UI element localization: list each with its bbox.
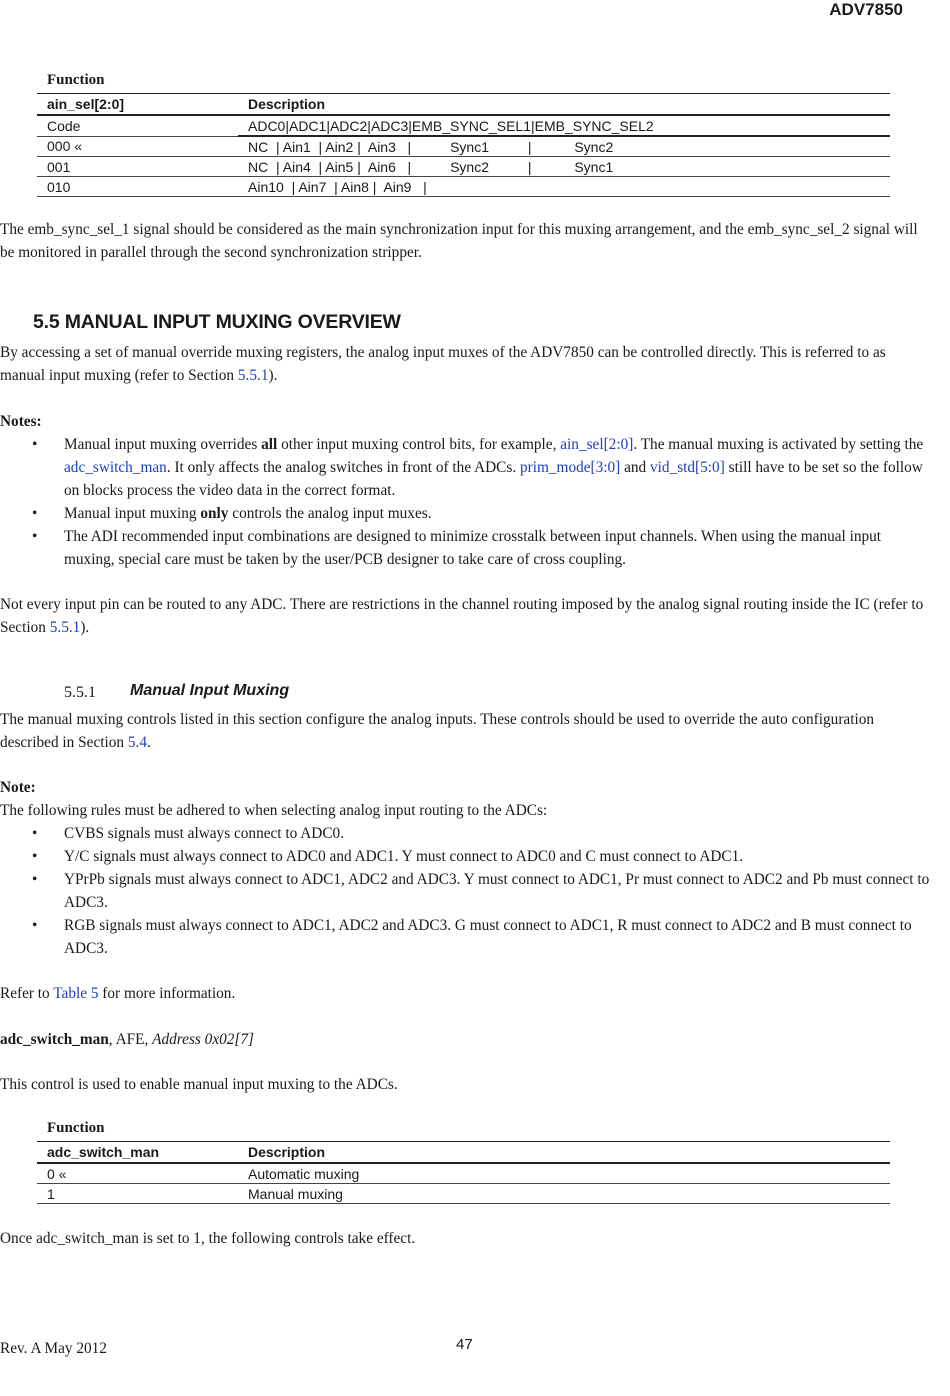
bullet-bold: all <box>261 436 278 453</box>
subsection-number: 5.5.1 <box>64 684 96 701</box>
register-definition <box>0 1028 930 1051</box>
table1-function-label: Function <box>47 72 105 88</box>
paragraph-text: Refer to <box>0 985 54 1002</box>
footer-page-number: 47 <box>456 1336 473 1353</box>
paragraph-text: The manual muxing controls listed in this section configure the analog inputs. These controls should be used to override the auto configuration described in Section <box>0 711 874 751</box>
list-item: • YPrPb signals must always connect to ADC1, ADC2 and ADC3. Y must connect to ADC1, Pr must connect to ADC2 and Pb must connect to ADC3. <box>0 868 930 914</box>
list-item: • CVBS signals must always connect to ADC0. <box>0 822 930 845</box>
adc-switch-man-table <box>37 1141 890 1204</box>
table-cell: 1 <box>37 1184 238 1204</box>
table2-function-label: Function <box>47 1120 105 1136</box>
subsection-title: Manual Input Muxing <box>130 682 290 699</box>
refer-table-paragraph <box>0 982 930 1005</box>
table-header-row <box>37 94 890 116</box>
table-row <box>37 177 890 197</box>
bullet-bold: only <box>200 505 229 522</box>
bullet-text: . It only affects the analog switches in front of the ADCs. <box>166 459 520 476</box>
register-name: adc_switch_man <box>0 1031 109 1048</box>
list-item: • Y/C signals must always connect to ADC0 and ADC1. Y must connect to ADC0 and C must connect to ADC1. <box>0 845 930 868</box>
table-cell: ADC0|ADC1|ADC2|ADC3|EMB_SYNC_SEL1|EMB_SYNC_SEL2 <box>238 115 890 136</box>
document-header-title: ADV7850 <box>829 0 903 19</box>
register-block: , AFE, <box>108 1031 153 1048</box>
table-cell: 010 <box>37 177 238 197</box>
bullet-text: other input muxing control bits, for example, <box>277 436 561 453</box>
closing-paragraph: Once adc_switch_man is set to 1, the following controls take effect. <box>0 1230 416 1247</box>
register-description: This control is used to enable manual input muxing to the ADCs. <box>0 1076 398 1093</box>
routing-restriction-paragraph <box>0 593 930 639</box>
ain-sel-table <box>37 93 890 197</box>
rules-list <box>0 822 930 960</box>
table-row <box>37 157 890 177</box>
bullet-text: Manual input muxing <box>64 505 201 522</box>
bullet-text: controls the analog input muxes. <box>228 505 432 522</box>
table-cell: Ain10 | Ain7 | Ain8 | Ain9 | <box>238 177 890 197</box>
table-cell: Code <box>37 115 238 136</box>
intro-text-end: ). <box>268 367 278 384</box>
table-row <box>37 115 890 136</box>
table-header-row <box>37 1142 890 1164</box>
table-column-header: Description <box>238 1142 890 1164</box>
prim-mode-link[interactable]: prim_mode[3:0] <box>520 459 621 476</box>
section-heading-5-5: 5.5 MANUAL INPUT MUXING OVERVIEW <box>33 311 401 333</box>
adc-switch-man-link[interactable]: adc_switch_man <box>64 459 167 476</box>
note-label: Note: <box>0 779 36 796</box>
list-item <box>0 502 930 525</box>
notes-label: Notes: <box>0 413 42 430</box>
section-link-5-4[interactable]: 5.4 <box>127 734 147 751</box>
vid-std-link[interactable]: vid_std[5:0] <box>650 459 725 476</box>
table-cell: NC | Ain4 | Ain5 | Ain6 | Sync2 | Sync1 <box>238 157 890 177</box>
table-cell: 001 <box>37 157 238 177</box>
notes-list <box>0 433 930 571</box>
subsection-intro <box>0 708 930 754</box>
intro-text: By accessing a set of manual override muxing registers, the analog input muxes of the ADV7850 can be controlled directly. This is referred to as manual input muxing (refer to Section <box>0 344 886 384</box>
table-5-link[interactable]: Table 5 <box>53 985 99 1002</box>
paragraph-text: . <box>147 734 151 751</box>
paragraph-text: ). <box>80 619 90 636</box>
table-column-header: Description <box>238 94 890 116</box>
table-cell: NC | Ain1 | Ain2 | Ain3 | Sync1 | Sync2 <box>238 136 890 157</box>
table-cell: 0 « <box>37 1163 238 1184</box>
bullet-text: Manual input muxing overrides <box>64 436 262 453</box>
rules-intro: The following rules must be adhered to when selecting analog input routing to the ADCs: <box>0 802 548 819</box>
bullet-text: and <box>620 459 651 476</box>
section-link-5-5-1[interactable]: 5.5.1 <box>237 367 269 384</box>
list-item <box>0 433 930 502</box>
footer-revision: Rev. A May 2012 <box>0 1340 107 1357</box>
table-cell: 000 « <box>37 136 238 157</box>
emb-sync-paragraph: The emb_sync_sel_1 signal should be considered as the main synchronization input for this muxing arrangement, and the emb_sync_sel_2 signal will be monitored in parallel through the second synchronization stripper. <box>0 221 918 261</box>
table-column-header: adc_switch_man <box>37 1142 238 1164</box>
bullet-text: still have to be set so the follow on blocks process the video data in the correct format. <box>64 459 923 499</box>
table-row <box>37 1184 890 1204</box>
bullet-text: . The manual muxing is activated by setting the <box>633 436 924 453</box>
paragraph-text: Not every input pin can be routed to any ADC. There are restrictions in the channel routing imposed by the analog signal routing inside the IC (refer to Section <box>0 596 924 636</box>
list-item: • RGB signals must always connect to ADC1, ADC2 and ADC3. G must connect to ADC1, R must connect to ADC2 and B must connect to ADC3. <box>0 914 930 960</box>
paragraph-text: for more information. <box>98 985 236 1002</box>
register-address: Address 0x02[7] <box>152 1031 254 1048</box>
table-column-header: ain_sel[2:0] <box>37 94 238 116</box>
table-cell: Manual muxing <box>238 1184 890 1204</box>
section-link-5-5-1[interactable]: 5.5.1 <box>49 619 81 636</box>
table-cell: Automatic muxing <box>238 1163 890 1184</box>
table-row <box>37 136 890 157</box>
table-row <box>37 1163 890 1184</box>
ain-sel-link[interactable]: ain_sel[2:0] <box>560 436 634 453</box>
list-item: • The ADI recommended input combinations are designed to minimize crosstalk between input channels. When using the manual input muxing, special care must be taken by the user/PCB designer to take care of cross coupling. <box>0 525 930 571</box>
section-5-5-intro <box>0 341 930 387</box>
